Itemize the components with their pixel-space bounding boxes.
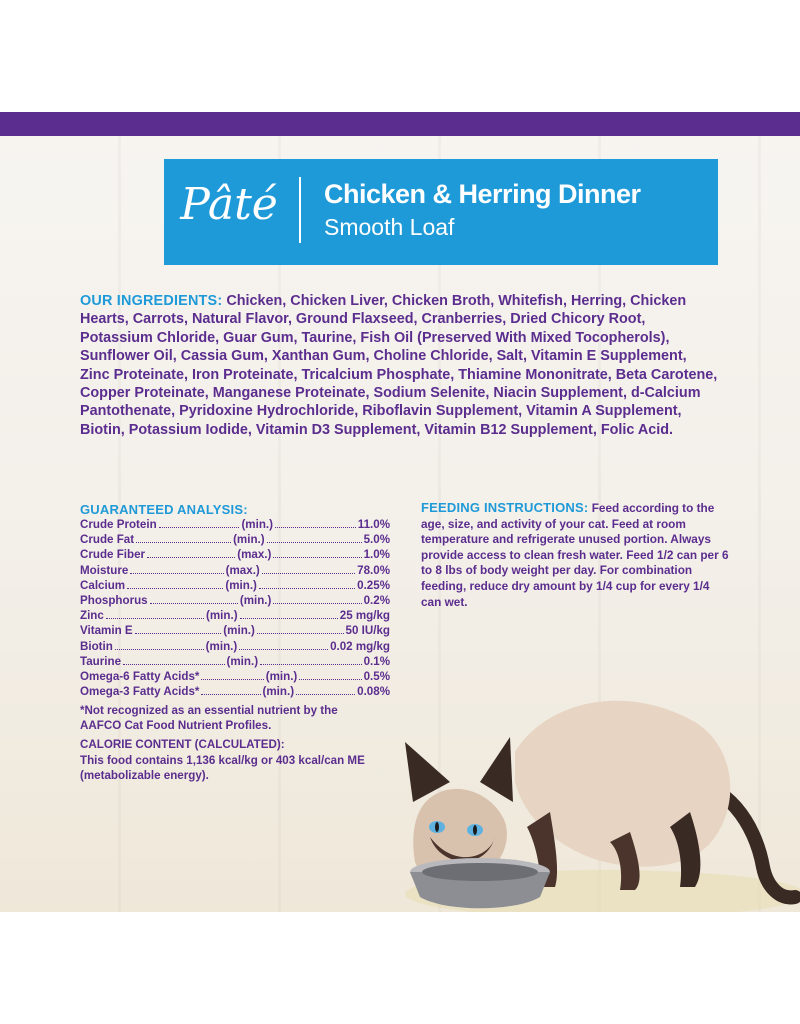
nutrient-value: 50 IU/kg: [345, 624, 390, 638]
nutrient-value: 0.02 mg/kg: [330, 639, 390, 653]
nutrient-qualifier: (min.): [205, 639, 238, 653]
leader-dots: [201, 693, 260, 695]
leader-dots: [106, 617, 204, 619]
nutrient-value: 25 mg/kg: [339, 609, 391, 623]
nutrient-qualifier: (min.): [239, 593, 272, 607]
top-purple-bar: [0, 112, 800, 136]
leader-dots: [127, 587, 223, 589]
nutrient-qualifier: (max.): [225, 563, 260, 577]
leader-dots: [130, 572, 223, 574]
nutrient-value: 0.25%: [357, 578, 391, 592]
leader-dots: [259, 587, 355, 589]
feeding-heading: FEEDING INSTRUCTIONS:: [421, 500, 589, 515]
nutrient-qualifier: (max.): [237, 548, 272, 562]
style-label: Pâté: [180, 179, 278, 230]
analysis-row: [80, 579, 390, 594]
product-banner: [164, 159, 718, 265]
leader-dots: [136, 541, 231, 543]
nutrient-name: Phosphorus: [80, 593, 148, 607]
leader-dots: [273, 602, 361, 604]
leader-dots: [260, 663, 362, 665]
feeding-block: [421, 500, 731, 610]
analysis-heading: GUARANTEED ANALYSIS:: [80, 502, 248, 517]
nutrient-name: Biotin: [80, 639, 113, 653]
ingredients-block: [80, 292, 720, 439]
ingredients-heading: OUR INGREDIENTS:: [80, 293, 223, 309]
cat-icon: [395, 632, 800, 912]
nutrient-value: 0.08%: [357, 685, 391, 699]
nutrient-qualifier: (min.): [233, 533, 265, 547]
nutrient-value: 0.2%: [363, 593, 391, 607]
nutrient-value: 1.0%: [363, 548, 390, 562]
leader-dots: [147, 556, 235, 558]
leader-dots: [201, 678, 263, 680]
leader-dots: [159, 526, 240, 528]
ingredients-text: Chicken, Chicken Liver, Chicken Broth, Whitefish, Herring, Chicken Hearts, Carrots, Natural Flavor, Ground Flaxseed, Cranberries, Dried Chicory Root, Potassium Chloride, Guar Gum, Taurine, Fish Oil (Preserved With Mixed Tocopherols), Sunflower Oil, Cassia Gum, Xanthan Gum, Choline Chloride, Salt, Vitamin E Supplement, Zinc Proteinate, Iron Proteinate, Tricalcium Phosphate, Thiamine Mononitrate, Beta Carotene, Copper Proteinate, Manganese Proteinate, Sodium Selenite, Niacin Supplement, d-Calcium Pantothenate, Pyridoxine Hydrochloride, Riboflavin Supplement, Vitamin A Supplement, Biotin, Potassium Iodide, Vitamin D3 Supplement, Vitamin B12 Supplement, Folic Acid.: [80, 293, 718, 438]
nutrient-name: Calcium: [80, 578, 126, 592]
analysis-row: [80, 640, 390, 655]
leader-dots: [135, 632, 222, 634]
analysis-row: [80, 624, 390, 639]
analysis-row: [80, 685, 390, 700]
leader-dots: [123, 663, 225, 665]
nutrient-value: 78.0%: [357, 563, 390, 577]
banner-divider: [299, 177, 301, 243]
nutrient-qualifier: (min.): [262, 685, 295, 699]
leader-dots: [115, 648, 204, 650]
nutrient-name: Vitamin E: [80, 624, 133, 638]
leader-dots: [299, 678, 361, 680]
nutrient-name: Omega-3 Fatty Acids*: [80, 685, 200, 699]
nutrient-name: Omega-6 Fatty Acids*: [80, 669, 200, 683]
nutrient-qualifier: (min.): [241, 518, 273, 531]
nutrient-value: 0.1%: [363, 654, 391, 668]
product-subtitle: Smooth Loaf: [324, 214, 455, 240]
nutrient-qualifier: (min.): [225, 578, 257, 592]
nutrient-qualifier: (min.): [206, 609, 238, 623]
analysis-table: [80, 518, 390, 700]
nutrient-name: Zinc: [80, 609, 104, 623]
leader-dots: [150, 602, 238, 604]
nutrient-value: 0.5%: [363, 669, 391, 683]
analysis-row: [80, 518, 390, 533]
analysis-row: [80, 548, 390, 563]
leader-dots: [257, 632, 344, 634]
leader-dots: [239, 648, 328, 650]
nutrient-qualifier: (min.): [265, 669, 298, 683]
nutrient-qualifier: (min.): [223, 624, 255, 638]
leader-dots: [273, 556, 361, 558]
product-panel: [0, 112, 800, 912]
leader-dots: [275, 526, 356, 528]
leader-dots: [240, 617, 338, 619]
nutrient-qualifier: (min.): [226, 654, 259, 668]
nutrient-name: Crude Protein: [80, 518, 157, 531]
analysis-footnote: *Not recognized as an essential nutrient by the AAFCO Cat Food Nutrient Profiles.: [80, 704, 338, 732]
product-title: Chicken & Herring Dinner: [324, 179, 641, 209]
analysis-row: [80, 655, 390, 670]
nutrient-name: Crude Fiber: [80, 548, 146, 562]
leader-dots: [262, 572, 355, 574]
analysis-row: [80, 609, 390, 624]
nutrient-name: Taurine: [80, 654, 122, 668]
analysis-row: [80, 594, 390, 609]
leader-dots: [267, 541, 362, 543]
analysis-row: [80, 564, 390, 579]
nutrient-name: Crude Fat: [80, 533, 135, 547]
calorie-heading: CALORIE CONTENT (CALCULATED):: [80, 738, 285, 751]
nutrient-value: 5.0%: [363, 533, 391, 547]
analysis-row: [80, 670, 390, 685]
nutrient-name: Moisture: [80, 563, 129, 577]
calorie-text: This food contains 1,136 kcal/kg or 403 kcal/can ME (metabolizable energy).: [80, 754, 365, 782]
nutrient-value: 11.0%: [357, 518, 391, 531]
feeding-text: Feed according to the age, size, and activity of your cat. Feed at room temperature and refrigerate unused portion. Always provide access to clean fresh water. Feed 1/2 can per 6 to 8 lbs of body weight per day. For combination feeding, reduce dry amount by 1/4 cup for every 1/4 can wet.: [421, 501, 729, 609]
leader-dots: [296, 693, 355, 695]
analysis-row: [80, 533, 390, 548]
